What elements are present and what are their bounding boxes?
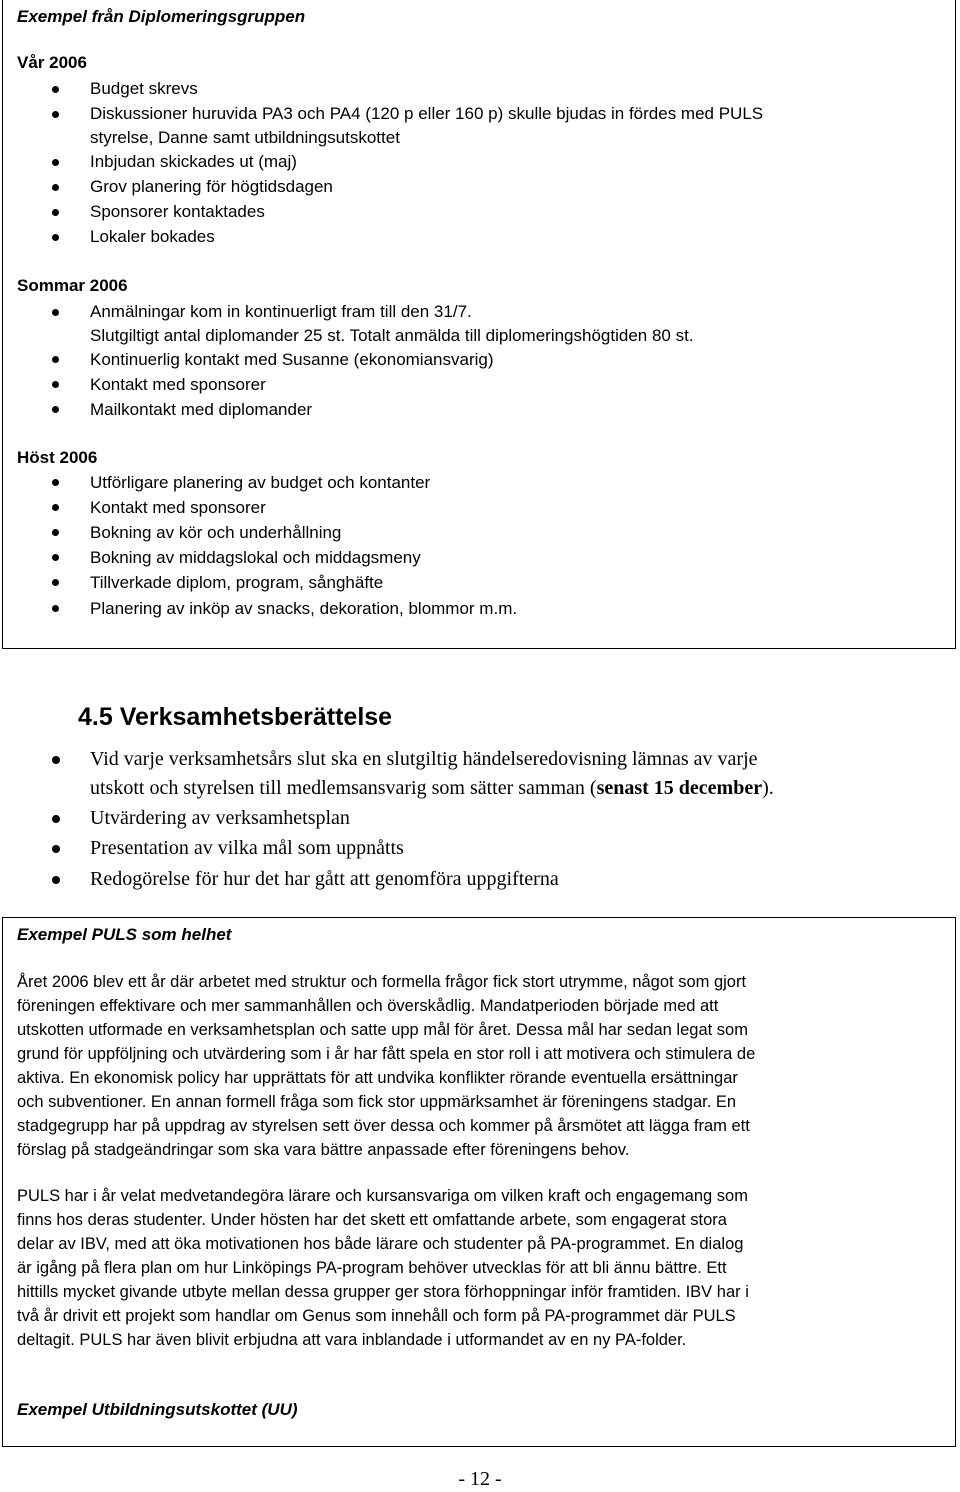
bullet — [52, 554, 59, 561]
list-item: Tillverkade diplom, program, sånghäfte — [90, 573, 384, 592]
paragraph-2: PULS har i år velat medvetandegöra lärare och kursansvariga om vilken kraft och engagemang som finns hos deras studenter. Under hösten har det skett ett omfattande arbete, som engagerat stora delar av IBV, med att öka motivationen hos både lärare och studenter på PA-programmet. En dialog är igång på flera plan om hur Linköpings PA-program behöver utvecklas för att bli ännu bättre. Ett hittills mycket givande utbyte mellan dessa grupper ger stora förhoppningar inför framtiden. IBV har i två år drivit ett projekt som handlar om Genus som innehåll och form på PA-programmet där PULS deltagit. PULS har även blivit erbjudna att vara inblandade i utformandet av en ny PA-folder. — [17, 1187, 749, 1349]
bullet — [52, 605, 59, 612]
deadline-emphasis: senast 15 december — [596, 777, 763, 799]
list-item: Grov planering för högtidsdagen — [90, 177, 333, 196]
bullet — [52, 815, 60, 823]
heading-summer: Sommar 2006 — [17, 276, 128, 295]
section-item: Redogörelse för hur det har gått att genomföra uppgifterna — [90, 868, 559, 890]
bullet — [52, 756, 60, 764]
bullet — [52, 356, 59, 363]
list-item: Lokaler bokades — [90, 227, 215, 246]
heading-spring: Vår 2006 — [17, 53, 87, 72]
list-item-continuation: styrelse, Danne samt utbildningsutskottet — [90, 128, 400, 147]
list-item: Budget skrevs — [90, 79, 198, 98]
heading-autumn: Höst 2006 — [17, 448, 98, 467]
list-item: Inbjudan skickades ut (maj) — [90, 152, 297, 171]
bullet — [52, 309, 59, 316]
list-item: Planering av inköp av snacks, dekoration, blommor m.m. — [90, 599, 518, 618]
list-item: Utförligare planering av budget och kontanter — [90, 473, 431, 492]
list-item: Mailkontakt med diplomander — [90, 400, 313, 419]
list-item: Kontinuerlig kontakt med Susanne (ekonomiansvarig) — [90, 350, 494, 369]
bullet — [52, 579, 59, 586]
list-item: Kontakt med sponsorer — [90, 375, 266, 394]
box-title-diplomering: Exempel från Diplomeringsgruppen — [17, 7, 306, 26]
bullet — [52, 529, 59, 536]
bullet — [52, 184, 59, 191]
bullet — [52, 111, 59, 118]
bullet — [52, 209, 59, 216]
bullet — [52, 504, 59, 511]
section-item: Vid varje verksamhetsårs slut ska en slutgiltig händelseredovisning lämnas av varje — [90, 748, 758, 770]
bullet — [52, 845, 60, 853]
section-item: Utvärdering av verksamhetsplan — [90, 807, 350, 829]
box-title-puls: Exempel PULS som helhet — [17, 925, 232, 944]
bullet — [52, 876, 60, 884]
list-item-continuation: Slutgiltigt antal diplomander 25 st. Totalt anmälda till diplomeringshögtiden 80 st. — [90, 326, 694, 345]
list-item: Anmälningar kom in kontinuerligt fram till den 31/7. — [90, 302, 472, 321]
box-subtitle-uu: Exempel Utbildningsutskottet (UU) — [17, 1400, 298, 1419]
section-item: Presentation av vilka mål som uppnåtts — [90, 837, 404, 859]
bullet — [52, 234, 59, 241]
bullet — [52, 479, 59, 486]
list-item: Kontakt med sponsorer — [90, 498, 266, 517]
section-heading: 4.5 Verksamhetsberättelse — [78, 703, 393, 731]
page-number: - 12 - — [458, 1468, 502, 1490]
list-item: Sponsorer kontaktades — [90, 202, 265, 221]
list-item: Diskussioner huruvida PA3 och PA4 (120 p eller 160 p) skulle bjudas in fördes med PULS — [90, 104, 764, 123]
bullet — [52, 381, 59, 388]
bullet — [52, 159, 59, 166]
section-item-continuation: utskott och styrelsen till medlemsansvarig som sätter samman (senast 15 december). — [90, 777, 774, 799]
list-item: Bokning av kör och underhållning — [90, 523, 342, 542]
list-item: Bokning av middagslokal och middagsmeny — [90, 548, 421, 567]
paragraph-1: Året 2006 blev ett år där arbetet med struktur och formella frågor fick stort utrymme, något som gjort föreningen effektivare och mer sammanhållen och överskådlig. Mandatperioden började med att utskotten utformade en verksamhetsplan och satte upp mål för året. Dessa mål har sedan legat som grund för uppföljning och utvärdering som i år har fått spela en stor roll i att motivera och stimulera de aktiva. En ekonomisk policy har upprättats för att undvika konflikter rörande eventuella ersättningar och subventioner. En annan formell fråga som fick stor uppmärksamhet är föreningens stadgar. En stadgegrupp har på uppdrag av styrelsen sett över dessa och kommer på årsmötet att lägga fram ett förslag på stadgeändringar som ska vara bättre anpassade efter föreningens behov. — [17, 973, 756, 1159]
bullet — [52, 86, 59, 93]
bullet — [52, 406, 59, 413]
